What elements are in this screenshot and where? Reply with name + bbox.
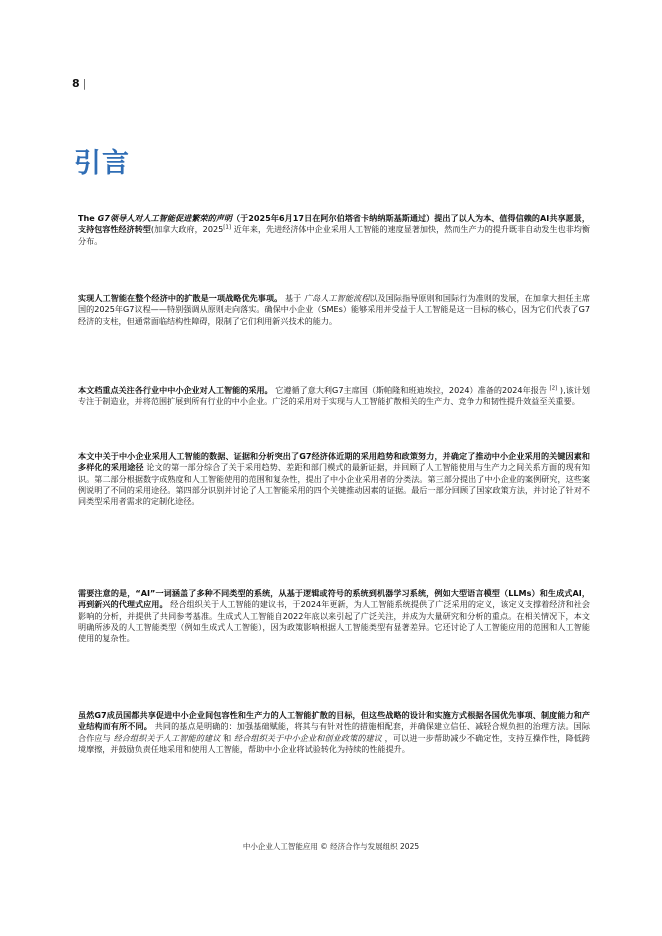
reference-2[interactable]: [2] [549, 385, 558, 392]
g7-statement-link[interactable]: G7领导人对人工智能促进繁荣的声明 [97, 213, 232, 223]
page-title: 引言 [74, 148, 130, 179]
paragraph-3: 本文档重点关注各行业中中小企业对人工智能的采用。 它遵循了意大利G7主席国（斯帕隆和班迪埃拉，2024）准备的2024年报告 [2] ),该计划专注于制造业，并将范围扩展到所有行业的中小企业。广泛的采用对于实现与人工智能扩散相关的生产力、竞争力和韧性提升效益至关重要。 [78, 385, 590, 407]
hiroshima-process-link[interactable]: 广岛人工智能流程 [303, 293, 370, 303]
page-number: 8 | [72, 77, 87, 90]
page-separator: | [82, 77, 87, 90]
reference-1[interactable]: [1] [223, 224, 232, 231]
oecd-ai-recommendation-link[interactable]: 经合组织关于人工智能的建议 [113, 732, 221, 743]
paragraph-2: 实现人工智能在整个经济中的扩散是一项战略优先事项。 基于 广岛人工智能流程以及国际指导原则和国际行为准则的发展，在加拿大担任主席国的2025年G7议程——特别强调从原则走向落实。确保中小企业（SMEs）能够采用并受益于人工智能是这一目标的核心，因为它们代表了G7经济的支柱，但通常面临结构性障碍，限制了它们利用新兴技术的能力。 [78, 293, 590, 326]
paragraph-4: 本文中关于中小企业采用人工智能的数据、证据和分析突出了G7经济体近期的采用趋势和政策努力，并确定了推动中小企业采用的关键因素和多样化的采用途径 论文的第一部分综合了关于采用趋势、差距和部门模式的最新证据，并回顾了人工智能使用与生产力之间关系方面的现有知识。第二部分根据数字成熟度和人工智能使用的范围和复杂性，提出了中小企业采用者的分类法。第三部分提出了中小企业的案例研究，这些案例说明了不同的采用途径。第四部分识别并讨论了人工智能采用的四个关键推动因素的证据。最后一部分回顾了国家政策方法，并讨论了针对不同类型采用者需求的定制化途径。 [78, 451, 590, 507]
paragraph-1: The G7领导人对人工智能促进繁荣的声明（于2025年6月17日在阿尔伯塔省卡纳纳斯基斯通过）提出了以人为本、值得信赖的AI共享愿景，支持包容性经济转型(加拿大政府，2025[1] 近年来，先进经济体中企业采用人工智能的速度显著加快，然而生产力的提升既非自动发生也非均衡分布。 [78, 213, 590, 246]
oecd-sme-recommendation-link[interactable]: 经合组织关于中小企业和创业政策的建议 [234, 732, 382, 743]
paragraph-5: 需要注意的是，“AI”一词涵盖了多种不同类型的系统，从基于逻辑或符号的系统到机器学习系统，例如大型语言模型（LLMs）和生成式AI，再到新兴的代理式应用。 经合组织关于人工智能的建议书，于2024年更新，为人工智能系统提供了广泛采用的定义，该定义支撑着经济和社会影响的分析，并提供了共同参考基准。生成式人工智能自2022年底以来引起了广泛关注，并成为大量研究和分析的重点。在相关情况下，本文明确所涉及的人工智能类型（例如生成式人工智能），因为政策影响根据人工智能类型有显著差异。它还讨论了人工智能应用的范围和人工智能使用的复杂性。 [78, 588, 590, 644]
paragraph-6: 虽然G7成员国都共享促进中小企业间包容性和生产力的人工智能扩散的目标，但这些战略的设计和实施方式根据各国优先事项、制度能力和产业结构而有所不同。 共同的基点是明确的：加强基础赋能，将其与有针对性的措施相配套，并确保建立信任、减轻合规负担的治理方法。国际合作应与 经合组织关于人工智能的建议 和 经合组织关于中小企业和创业政策的建议 ，可以进一步帮助减少不确定性，支持互操作性，降低跨境摩擦，并鼓励负责任地采用和使用人工智能，帮助中小企业将试验转化为持续的性能提升。 [78, 710, 590, 754]
page-footer: 中小企业人工智能应用 © 经济合作与发展组织 2025 [242, 842, 420, 851]
